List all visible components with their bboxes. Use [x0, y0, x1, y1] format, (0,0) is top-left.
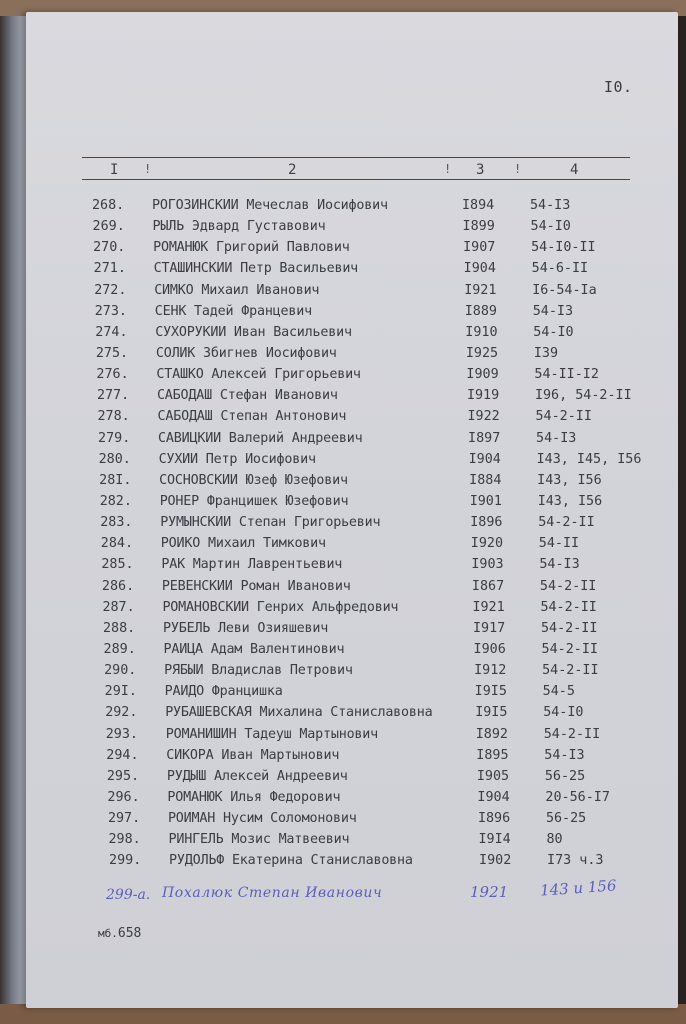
birth-year: I904	[477, 789, 510, 805]
birth-year: I919	[466, 388, 500, 404]
reference-code: I73 ч.3	[547, 853, 604, 869]
entry-number: 276.	[96, 367, 129, 383]
birth-year: I896	[470, 515, 503, 531]
reference-code: 54-I0	[533, 324, 574, 340]
handwritten-entry-name: Похалюк Степан Иванович	[162, 885, 383, 901]
person-name: СУХОРУКИЙ Иван Васильевич	[155, 324, 352, 340]
entry-number: 295.	[106, 768, 140, 784]
entry-number: 287.	[102, 599, 135, 615]
birth-year: I920	[470, 536, 504, 552]
table-row	[98, 409, 653, 430]
column-separator: !	[144, 162, 152, 176]
entry-number: 268.	[92, 198, 125, 213]
table-row	[92, 198, 652, 219]
person-name: РОМАНОВСКИЙ Генрих Альфредович	[162, 599, 399, 615]
birth-year: I899	[462, 219, 495, 235]
person-name: РИНГЕЛЬ Мозис Матвеевич	[168, 832, 350, 848]
table-row	[101, 557, 652, 578]
footer-prefix: мб.	[98, 927, 118, 940]
reference-code: 54-6-II	[531, 261, 589, 277]
handwritten-entry	[106, 876, 646, 907]
column-header-4: 4	[570, 162, 579, 178]
entry-number: 290.	[104, 663, 137, 679]
person-name: РОГОЗИНСКИЙ Мечеслав Иосифович	[152, 198, 388, 213]
birth-year: I896	[477, 811, 511, 827]
birth-year: I907	[463, 240, 496, 256]
birth-year: I904	[463, 261, 496, 277]
reference-code: 54-2-II	[535, 409, 592, 425]
reference-code: 54-2-II	[543, 726, 601, 742]
reference-code: 54-I0	[530, 219, 571, 235]
reference-code: 54-2-II	[539, 578, 597, 594]
column-separator: !	[444, 162, 452, 176]
birth-year: I867	[471, 578, 505, 594]
register-table-body	[92, 198, 652, 875]
table-row	[99, 452, 652, 473]
table-header-rule-bottom	[82, 179, 630, 180]
entry-number: 269.	[92, 219, 125, 235]
person-name: РУБЕЛЬ Леви Озияшевич	[163, 620, 329, 636]
birth-year: I922	[467, 409, 500, 425]
column-header-1: I	[110, 162, 119, 178]
table-row	[107, 790, 652, 811]
person-name: РОНЕР Францишек Юзефович	[159, 493, 349, 509]
table-row	[106, 748, 652, 769]
person-name: САБОДАШ Стефан Иванович	[156, 388, 338, 404]
birth-year: I909	[466, 367, 499, 383]
person-name: СЕНК Тадей Францевич	[154, 303, 312, 319]
birth-year: I9I5	[474, 684, 507, 700]
reference-code: I6-54-Iа	[532, 282, 597, 298]
person-name: СТАШКО Алексей Григорьевич	[156, 367, 361, 383]
table-row	[109, 832, 653, 853]
entry-number: 279.	[98, 430, 131, 446]
reference-code: 56-25	[545, 811, 587, 827]
reference-code: 54-II-I2	[534, 367, 599, 383]
birth-year: I894	[462, 198, 495, 213]
reference-code: 54-5	[542, 684, 575, 700]
birth-year: I910	[465, 324, 498, 340]
table-row	[94, 261, 652, 282]
table-row	[105, 684, 652, 705]
birth-year: I905	[476, 768, 510, 784]
column-separator: !	[514, 162, 522, 176]
handwritten-entry-year: 1921	[470, 883, 509, 901]
table-row	[108, 811, 652, 832]
person-name: СОСНОВСКИЙ Юзеф Юзефович	[159, 472, 348, 488]
entry-number: 272.	[94, 282, 127, 298]
column-header-2: 2	[288, 162, 297, 178]
entry-number: 293.	[105, 726, 138, 742]
reference-code: 54-2-II	[541, 620, 598, 636]
footer-number: 658	[117, 926, 142, 941]
birth-year: I902	[479, 853, 512, 869]
entry-number: 294.	[106, 747, 139, 763]
table-row	[100, 494, 652, 515]
reference-code: 54-I3	[544, 747, 585, 763]
page-number: I0.	[604, 78, 633, 96]
entry-number: 298.	[108, 832, 141, 848]
birth-year: I921	[472, 599, 505, 615]
person-name: РЯБЫЙ Владислав Петрович	[164, 663, 353, 679]
entry-number: 280.	[98, 451, 131, 467]
table-row	[97, 388, 652, 409]
table-row	[93, 219, 652, 240]
table-row	[109, 853, 652, 874]
reference-code: 20-56-I7	[545, 789, 610, 805]
table-row	[100, 515, 652, 536]
table-row	[101, 536, 652, 557]
person-name: РУДЫШ Алексей Андреевич	[166, 768, 348, 784]
table-row	[95, 304, 652, 325]
reference-code: I43, I56	[537, 472, 602, 488]
reference-code: 54-I3	[539, 557, 580, 573]
reference-code: 54-I3	[530, 198, 571, 213]
entry-number: 275.	[95, 345, 129, 361]
entry-number: 289.	[103, 641, 136, 657]
handwritten-entry-code: 143 и 156	[539, 876, 618, 900]
table-row	[98, 431, 652, 452]
entry-number: 277.	[96, 388, 130, 404]
person-name: РАЙДО Францишка	[164, 684, 283, 700]
birth-year: I912	[474, 663, 507, 679]
reference-code: 54-2-II	[541, 641, 598, 657]
table-row	[102, 579, 652, 600]
entry-number: 292.	[105, 705, 138, 721]
table-header-rule-top	[82, 157, 630, 158]
birth-year: I904	[468, 451, 501, 467]
entry-number: 29I.	[104, 684, 137, 700]
entry-number: 296.	[107, 789, 140, 805]
reference-code: I39	[533, 345, 559, 361]
table-row	[104, 663, 652, 684]
entry-number: 299.	[109, 853, 142, 869]
person-name: СТАШИНСКИЙ Петр Васильевич	[153, 261, 359, 277]
table-row	[95, 325, 652, 346]
reference-code: I43, I56	[537, 493, 603, 509]
table-row	[96, 367, 652, 388]
person-name: РОМАНЮК Илья Федорович	[167, 789, 341, 805]
person-name: РАЙЦА Адам Валентинович	[163, 641, 345, 657]
reference-code: 54-2-II	[540, 599, 597, 615]
entry-number: 288.	[103, 620, 136, 636]
entry-number: 274.	[95, 324, 128, 340]
person-name: РУДОЛЬФ Екатерина Станиславовна	[169, 853, 413, 869]
binder-edge	[0, 0, 28, 1024]
person-name: СИМКО Михаил Иванович	[154, 282, 320, 298]
document-page	[26, 12, 678, 1008]
reference-code: 54-2-II	[542, 663, 599, 679]
person-name: САБОДАШ Степан Антонович	[157, 409, 347, 425]
person-name: СУХИЙ Петр Иосифович	[158, 451, 316, 467]
entry-number: 284.	[100, 536, 134, 552]
reference-code: 56-25	[544, 768, 586, 784]
birth-year: I895	[476, 747, 509, 763]
person-name: РЫЛЬ Эдвард Густавович	[152, 219, 326, 235]
table-row	[102, 600, 652, 621]
entry-number: 273.	[94, 303, 127, 319]
reference-code: 54-2-II	[538, 515, 595, 531]
handwritten-entry-number: 299-а.	[106, 887, 151, 903]
table-row	[105, 705, 652, 726]
footer-reference	[98, 926, 141, 941]
entry-number: 286.	[101, 578, 135, 594]
reference-code: 54-I0	[543, 705, 584, 721]
person-name: РОЙМАН Нусим Соломонович	[167, 811, 357, 827]
table-row	[96, 346, 652, 367]
person-name: СИКОРА Иван Мартынович	[166, 747, 340, 763]
person-name: РУБАШЕВСКАЯ Михалина Станиславовна	[165, 705, 433, 721]
reference-code: 54-I3	[536, 430, 577, 446]
person-name: РУМЫНСКИЙ Степан Григорьевич	[160, 515, 381, 531]
entry-number: 282.	[99, 493, 132, 509]
reference-code: I96, 54-2-II	[534, 388, 632, 404]
birth-year: I892	[475, 726, 508, 742]
table-row	[104, 642, 652, 663]
person-name: РОМАНИШИН Тадеуш Мартынович	[165, 726, 379, 742]
birth-year: I901	[469, 493, 502, 509]
table-row	[106, 727, 652, 748]
entry-number: 28I.	[99, 472, 132, 488]
entry-number: 285.	[101, 557, 134, 573]
column-header-3: 3	[476, 162, 485, 178]
table-row	[93, 240, 652, 261]
entry-number: 270.	[93, 240, 126, 256]
birth-year: I889	[464, 303, 497, 319]
entry-number: 278.	[97, 409, 130, 425]
birth-year: I884	[469, 472, 502, 488]
table-row	[99, 473, 652, 494]
birth-year: I906	[473, 641, 506, 657]
table-row	[103, 621, 652, 642]
birth-year: I9I5	[475, 705, 508, 721]
person-name: РЕВЕНСКИЙ Роман Иванович	[161, 578, 351, 594]
person-name: РОЙКО Михаил Тимкович	[160, 536, 326, 552]
reference-code: I43, I45, I56	[536, 451, 642, 467]
birth-year: I925	[465, 345, 499, 361]
reference-code: 54-I0-II	[531, 240, 596, 256]
person-name: САВИЦКИЙ Валерий Андреевич	[158, 430, 363, 446]
reference-code: 54-II	[538, 536, 580, 552]
birth-year: I9I4	[478, 832, 511, 848]
birth-year: I921	[464, 282, 497, 298]
birth-year: I903	[471, 557, 504, 573]
table-row	[107, 769, 652, 790]
reference-code: 54-I3	[532, 303, 574, 319]
person-name: СОЛИК Збигнев Иосифович	[155, 345, 337, 361]
table-row	[94, 283, 652, 304]
entry-number: 271.	[93, 261, 126, 277]
entry-number: 297.	[107, 811, 141, 827]
reference-code: 80	[546, 832, 563, 848]
person-name: РАК Мартин Лаврентьевич	[161, 557, 343, 573]
birth-year: I917	[473, 620, 506, 636]
birth-year: I897	[468, 430, 501, 446]
entry-number: 283.	[100, 515, 133, 531]
person-name: РОМАНЮК Григорий Павлович	[153, 240, 350, 256]
